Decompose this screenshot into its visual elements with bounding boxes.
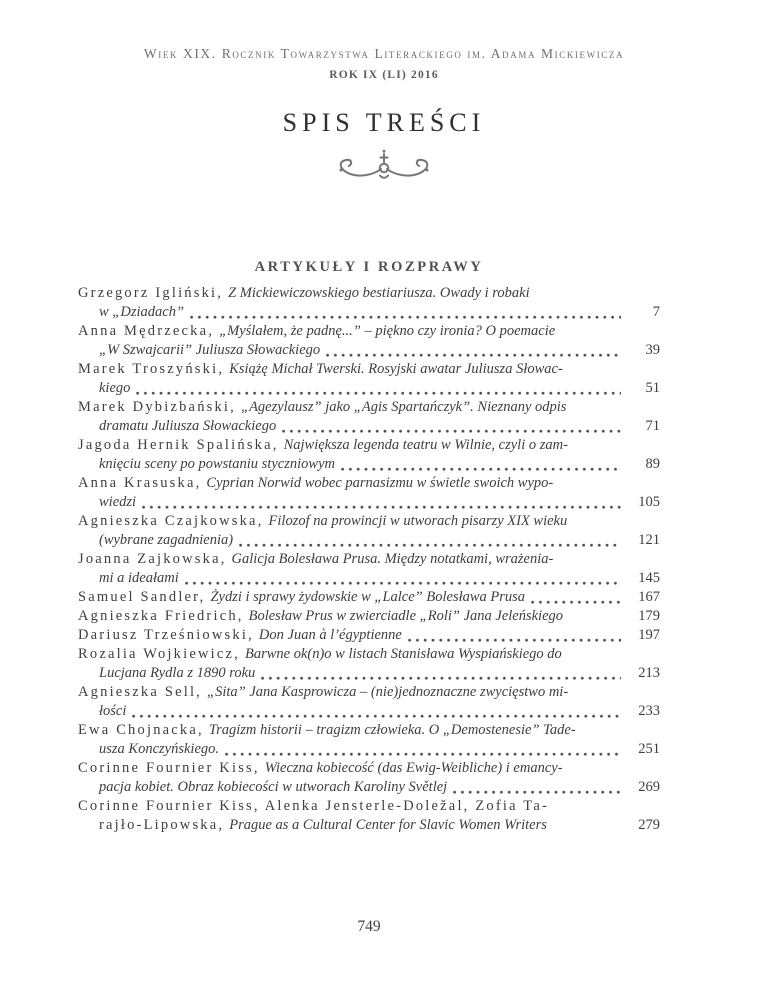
author-name: Marek Dybizbański, bbox=[78, 399, 236, 415]
work-title: łości bbox=[99, 703, 127, 719]
page-number: 251 bbox=[638, 741, 660, 757]
work-title: Tragizm historii – tragizm człowieka. O „Demostenesie” Tade- bbox=[208, 722, 576, 738]
page-number: 145 bbox=[638, 570, 660, 586]
author-name: Jagoda Hernik Spalińska, bbox=[78, 437, 279, 453]
work-title: Książę Michał Twerski. Rosyjski awatar Juliusza Słowac- bbox=[229, 361, 563, 377]
journal-header: Wiek XIX. Rocznik Towarzystwa Literackiego im. Adama Mickiewicza bbox=[143, 46, 625, 61]
volume-header: ROK IX (LI) 2016 bbox=[329, 69, 439, 81]
work-title: usza Konczyńskiego. bbox=[99, 741, 220, 757]
folio-page-number: 749 bbox=[357, 918, 381, 935]
flourish-icon bbox=[332, 148, 436, 188]
toc-line bbox=[78, 284, 660, 303]
author-name: Corinne Fournier Kiss, Alenka Jensterle-Doležal, Zofia Ta- bbox=[78, 798, 549, 814]
toc-line bbox=[78, 379, 660, 398]
work-title: w „Dziadach” bbox=[99, 304, 185, 320]
work-title: Bolesław Prus w zwierciadle „Roli” Jana Jeleńskiego bbox=[248, 608, 564, 624]
leader-dots bbox=[341, 455, 621, 474]
leader-dots bbox=[225, 740, 621, 759]
author-name: Anna Krasuska, bbox=[78, 475, 202, 491]
work-title: Barwne ok(n)o w listach Stanisława Wyspiańskiego do bbox=[244, 646, 562, 662]
work-title: Największa legenda teatru w Wilnie, czyli o zam- bbox=[283, 437, 568, 453]
work-title: „W Szwajcarii” Juliusza Słowackiego bbox=[99, 342, 321, 358]
toc-line bbox=[78, 531, 660, 550]
work-title: Cyprian Norwid wobec parnasizmu w świetle swoich wypo- bbox=[206, 475, 554, 491]
work-title: kiego bbox=[99, 380, 131, 396]
work-title: (wybrane zagadnienia) bbox=[99, 532, 234, 548]
toc-line bbox=[78, 683, 660, 702]
toc-line bbox=[78, 645, 660, 664]
leader-dots bbox=[408, 626, 621, 645]
work-title: Lucjana Rydla z 1890 roku bbox=[99, 665, 256, 681]
toc-line bbox=[78, 569, 660, 588]
toc-line bbox=[78, 341, 660, 360]
leader-dots bbox=[142, 493, 621, 512]
toc-line bbox=[78, 455, 660, 474]
author-name: Ewa Chojnacka, bbox=[78, 722, 204, 738]
ornament bbox=[0, 148, 768, 193]
author-name: Agnieszka Friedrich, bbox=[78, 608, 244, 624]
work-title: pacja kobiet. Obraz kobiecości w utworach Karoliny Světlej bbox=[99, 779, 448, 795]
page-number: 51 bbox=[645, 380, 660, 396]
toc-line bbox=[78, 493, 660, 512]
toc-line bbox=[78, 588, 660, 607]
toc-line bbox=[78, 778, 660, 797]
work-title: mi a ideałami bbox=[99, 570, 179, 586]
section-heading: ARTYKUŁY I ROZPRAWY bbox=[254, 259, 484, 275]
page-number: 89 bbox=[645, 456, 660, 472]
toc-line bbox=[78, 626, 660, 645]
leader-dots bbox=[239, 531, 621, 550]
toc-line bbox=[78, 512, 660, 531]
work-title: Prague as a Cultural Center for Slavic Women Writers bbox=[229, 817, 547, 833]
page-title: SPIS TREŚCI bbox=[282, 108, 486, 137]
author-name: Agnieszka Sell, bbox=[78, 684, 203, 700]
author-name: Rozalia Wojkiewicz, bbox=[78, 646, 240, 662]
work-title: „Agezylausz” jako „Agis Spartańczyk”. Nieznany odpis bbox=[241, 399, 567, 415]
work-title: Żydzi i sprawy żydowskie w „Lalce” Bolesława Prusa bbox=[210, 589, 526, 605]
author-name: Grzegorz Igliński, bbox=[78, 285, 224, 301]
page-number: 197 bbox=[638, 627, 660, 643]
page-number: 279 bbox=[638, 817, 660, 833]
toc-line bbox=[78, 607, 660, 626]
page-number: 121 bbox=[638, 532, 660, 548]
author-name: Agnieszka Czajkowska, bbox=[78, 513, 264, 529]
author-name: Dariusz Trześniowski, bbox=[78, 627, 254, 643]
toc-line bbox=[78, 474, 660, 493]
toc-line bbox=[78, 436, 660, 455]
author-name: rajło-Lipowska, bbox=[99, 817, 225, 833]
author-name: Corinne Fournier Kiss, bbox=[78, 760, 260, 776]
work-title: Z Mickiewiczowskiego bestiariusza. Owady i robaki bbox=[228, 285, 530, 301]
page-number: 71 bbox=[645, 418, 660, 434]
work-title: knięciu sceny po powstaniu styczniowym bbox=[99, 456, 335, 472]
leader-dots bbox=[261, 664, 621, 683]
work-title: wiedzi bbox=[99, 494, 137, 510]
page-number: 105 bbox=[638, 494, 660, 510]
page-number: 39 bbox=[645, 342, 660, 358]
leader-dots bbox=[531, 588, 621, 607]
toc-line bbox=[78, 360, 660, 379]
page-number: 269 bbox=[638, 779, 660, 795]
toc-line bbox=[78, 664, 660, 683]
leader-dots bbox=[453, 778, 621, 797]
author-name: Marek Troszyński, bbox=[78, 361, 225, 377]
toc-line bbox=[78, 721, 660, 740]
leader-dots bbox=[282, 417, 621, 436]
author-name: Samuel Sandler, bbox=[78, 589, 206, 605]
toc-line bbox=[78, 816, 660, 835]
work-title: Wieczna kobiecość (das Ewig-Weibliche) i emancy- bbox=[264, 760, 563, 776]
toc-line bbox=[78, 303, 660, 322]
leader-dots bbox=[553, 816, 621, 835]
work-title: „Myślałem, że padnę...” – piękno czy ironia? O poemacie bbox=[219, 323, 556, 339]
work-title: „Sita” Jana Kasprowicza – (nie)jednoznaczne zwycięstwo mi- bbox=[207, 684, 569, 700]
toc-line bbox=[78, 417, 660, 436]
work-title: Filozof na prowincji w utworach pisarzy XIX wieku bbox=[268, 513, 568, 529]
toc-line bbox=[78, 398, 660, 417]
toc-line bbox=[78, 550, 660, 569]
page-number: 179 bbox=[638, 608, 660, 624]
work-title: Galicja Bolesława Prusa. Między notatkami, wrażenia- bbox=[231, 551, 554, 567]
author-name: Anna Mędrzecka, bbox=[78, 323, 215, 339]
toc-line bbox=[78, 702, 660, 721]
page-number: 213 bbox=[638, 665, 660, 681]
page-number: 167 bbox=[638, 589, 660, 605]
leader-dots bbox=[569, 607, 621, 626]
leader-dots bbox=[326, 341, 621, 360]
page-number: 233 bbox=[638, 703, 660, 719]
work-title: dramatu Juliusza Słowackiego bbox=[99, 418, 277, 434]
toc-line bbox=[78, 740, 660, 759]
leader-dots bbox=[136, 379, 621, 398]
toc-line bbox=[78, 322, 660, 341]
page-number: 7 bbox=[652, 304, 660, 320]
toc-line bbox=[78, 797, 660, 816]
toc-line bbox=[78, 759, 660, 778]
author-name: Joanna Zajkowska, bbox=[78, 551, 227, 567]
work-title: Don Juan à l’égyptienne bbox=[258, 627, 402, 643]
leader-dots bbox=[190, 303, 621, 322]
table-of-contents bbox=[78, 284, 660, 835]
leader-dots bbox=[132, 702, 621, 721]
leader-dots bbox=[185, 569, 621, 588]
